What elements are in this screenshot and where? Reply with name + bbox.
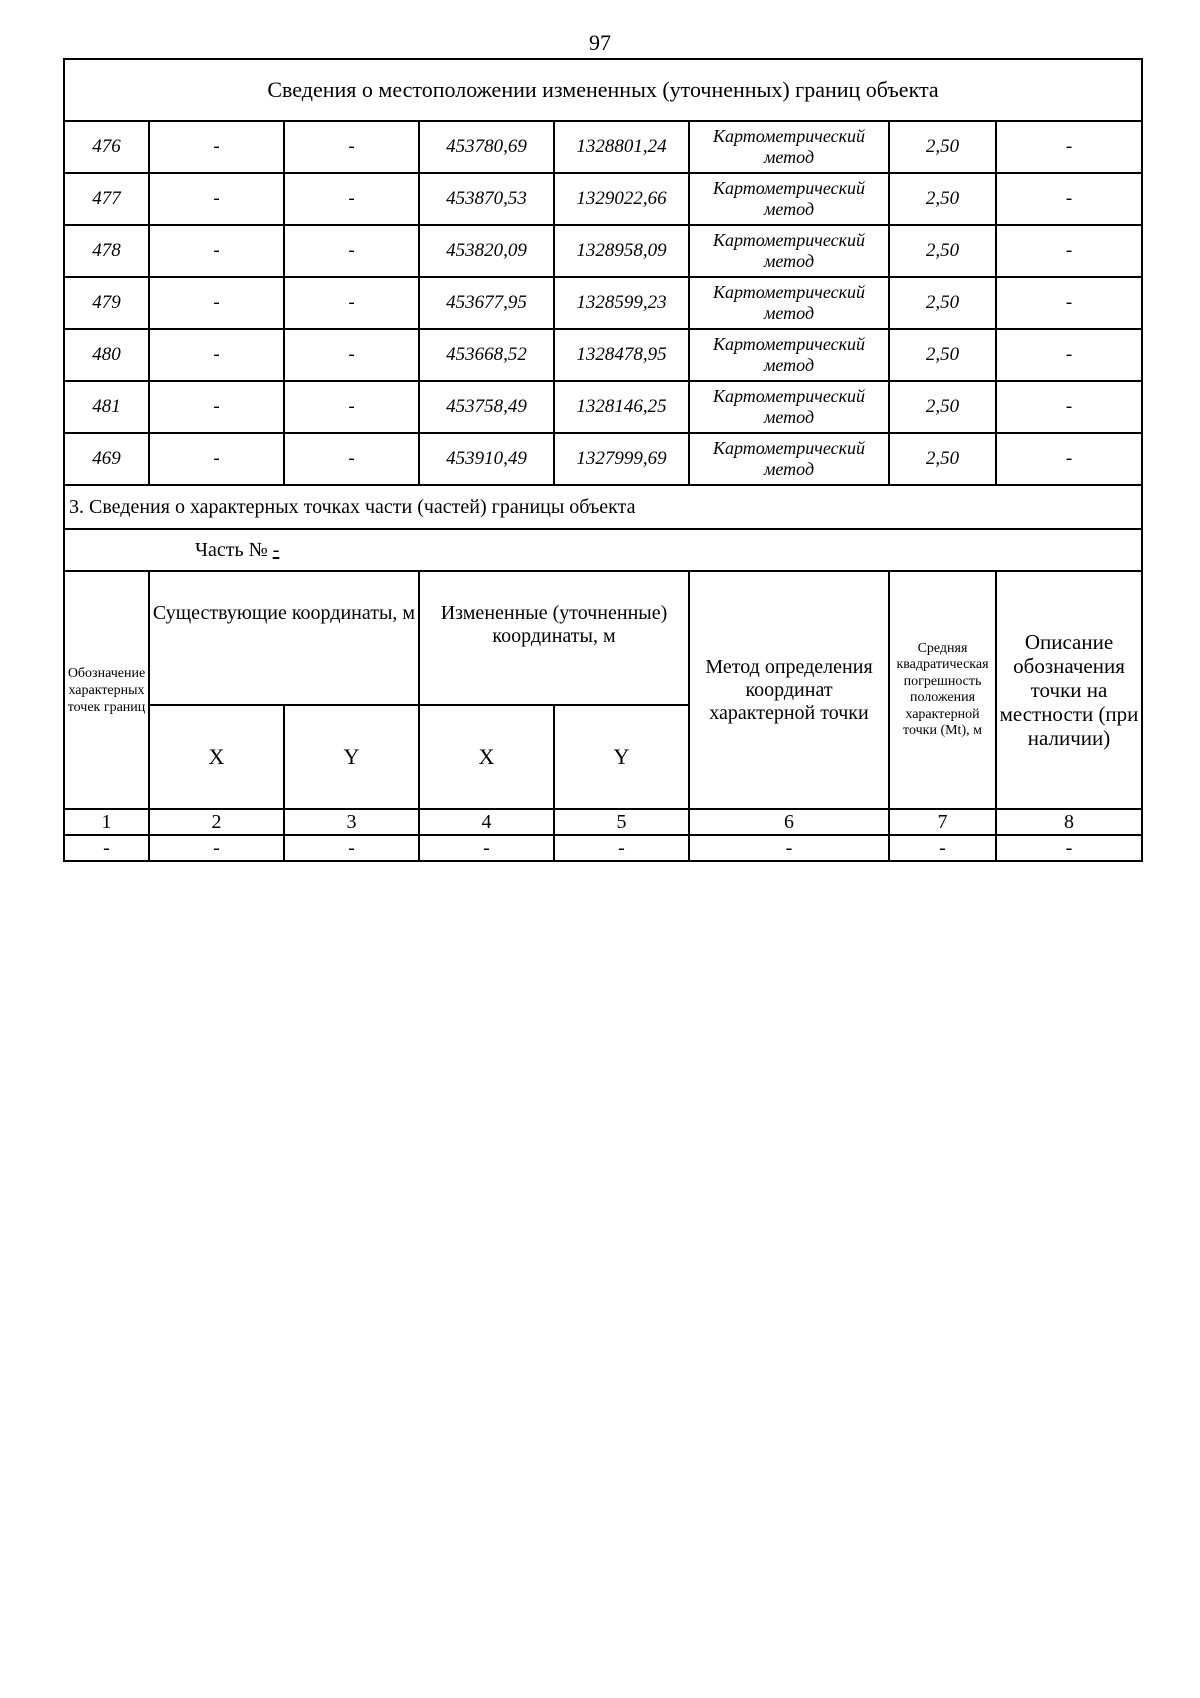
header-existing-coords: Существующие координаты, м (149, 571, 419, 705)
point-id: 481 (64, 381, 149, 433)
mt-error: 2,50 (889, 277, 996, 329)
part-label: Часть № (195, 538, 268, 561)
existing-x: - (149, 329, 284, 381)
header-row-top (64, 571, 1142, 705)
method: Картометрический метод (689, 121, 889, 173)
section-heading-row (64, 485, 1142, 529)
changed-x: 453758,49 (419, 381, 554, 433)
table-row (64, 121, 1142, 173)
empty-cell: - (996, 835, 1142, 861)
changed-x: 453910,49 (419, 433, 554, 485)
header-method: Метод определения координат характерной точки (689, 571, 889, 809)
header-changed-coords: Измененные (уточненные) координаты, м (419, 571, 689, 705)
method: Картометрический метод (689, 173, 889, 225)
section-3-title: 3. Сведения о характерных точках части (частей) границы объекта (64, 485, 1142, 529)
method: Картометрический метод (689, 277, 889, 329)
existing-y: - (284, 433, 419, 485)
point-id: 476 (64, 121, 149, 173)
changed-y: 1328801,24 (554, 121, 689, 173)
column-number: 4 (419, 809, 554, 835)
mt-error: 2,50 (889, 329, 996, 381)
empty-cell: - (554, 835, 689, 861)
method: Картометрический метод (689, 225, 889, 277)
point-description: - (996, 225, 1142, 277)
point-description: - (996, 277, 1142, 329)
empty-cell: - (689, 835, 889, 861)
changed-y: 1327999,69 (554, 433, 689, 485)
header-existing-x: X (149, 705, 284, 809)
point-id: 480 (64, 329, 149, 381)
existing-x: - (149, 173, 284, 225)
header-existing-y: Y (284, 705, 419, 809)
table-row (64, 835, 1142, 861)
existing-x: - (149, 381, 284, 433)
point-description: - (996, 433, 1142, 485)
header-changed-y: Y (554, 705, 689, 809)
table-row (64, 329, 1142, 381)
point-id: 469 (64, 433, 149, 485)
existing-x: - (149, 121, 284, 173)
header-changed-x: X (419, 705, 554, 809)
column-number-row (64, 809, 1142, 835)
table-row (64, 381, 1142, 433)
coordinates-table (63, 58, 1143, 862)
point-id: 479 (64, 277, 149, 329)
table-row (64, 433, 1142, 485)
header-point-designation: Обозначение характерных точек границ (64, 571, 149, 809)
existing-y: - (284, 121, 419, 173)
column-number: 1 (64, 809, 149, 835)
page-number: 97 (589, 30, 611, 55)
column-number: 2 (149, 809, 284, 835)
existing-x: - (149, 433, 284, 485)
point-id: 478 (64, 225, 149, 277)
changed-y: 1329022,66 (554, 173, 689, 225)
changed-x: 453668,52 (419, 329, 554, 381)
column-number: 8 (996, 809, 1142, 835)
changed-y: 1328478,95 (554, 329, 689, 381)
existing-x: - (149, 277, 284, 329)
column-number: 7 (889, 809, 996, 835)
column-number: 5 (554, 809, 689, 835)
existing-x: - (149, 225, 284, 277)
changed-x: 453870,53 (419, 173, 554, 225)
mt-error: 2,50 (889, 381, 996, 433)
point-id: 477 (64, 173, 149, 225)
changed-x: 453780,69 (419, 121, 554, 173)
changed-y: 1328958,09 (554, 225, 689, 277)
point-description: - (996, 173, 1142, 225)
mt-error: 2,50 (889, 433, 996, 485)
changed-x: 453820,09 (419, 225, 554, 277)
table-row (64, 277, 1142, 329)
point-description: - (996, 329, 1142, 381)
existing-y: - (284, 329, 419, 381)
header-mt: Средняя квадратическая погрешность положения характерной точки (Mt), м (889, 571, 996, 809)
empty-cell: - (889, 835, 996, 861)
point-description: - (996, 121, 1142, 173)
mt-error: 2,50 (889, 225, 996, 277)
empty-cell: - (64, 835, 149, 861)
method: Картометрический метод (689, 381, 889, 433)
part-number (64, 529, 1142, 571)
header-description: Описание обозначения точки на местности (при наличии) (996, 571, 1142, 809)
method: Картометрический метод (689, 329, 889, 381)
table-row (64, 173, 1142, 225)
mt-error: 2,50 (889, 173, 996, 225)
part-row (64, 529, 1142, 571)
table-title: Сведения о местоположении измененных (уточненных) границ объекта (64, 59, 1142, 121)
changed-x: 453677,95 (419, 277, 554, 329)
existing-y: - (284, 277, 419, 329)
point-description: - (996, 381, 1142, 433)
existing-y: - (284, 225, 419, 277)
empty-cell: - (284, 835, 419, 861)
column-number: 3 (284, 809, 419, 835)
changed-y: 1328599,23 (554, 277, 689, 329)
part-value: - (272, 538, 280, 561)
existing-y: - (284, 381, 419, 433)
changed-y: 1328146,25 (554, 381, 689, 433)
column-number: 6 (689, 809, 889, 835)
table-row (64, 225, 1142, 277)
empty-cell: - (149, 835, 284, 861)
empty-cell: - (419, 835, 554, 861)
mt-error: 2,50 (889, 121, 996, 173)
title-row (64, 59, 1142, 121)
method: Картометрический метод (689, 433, 889, 485)
existing-y: - (284, 173, 419, 225)
